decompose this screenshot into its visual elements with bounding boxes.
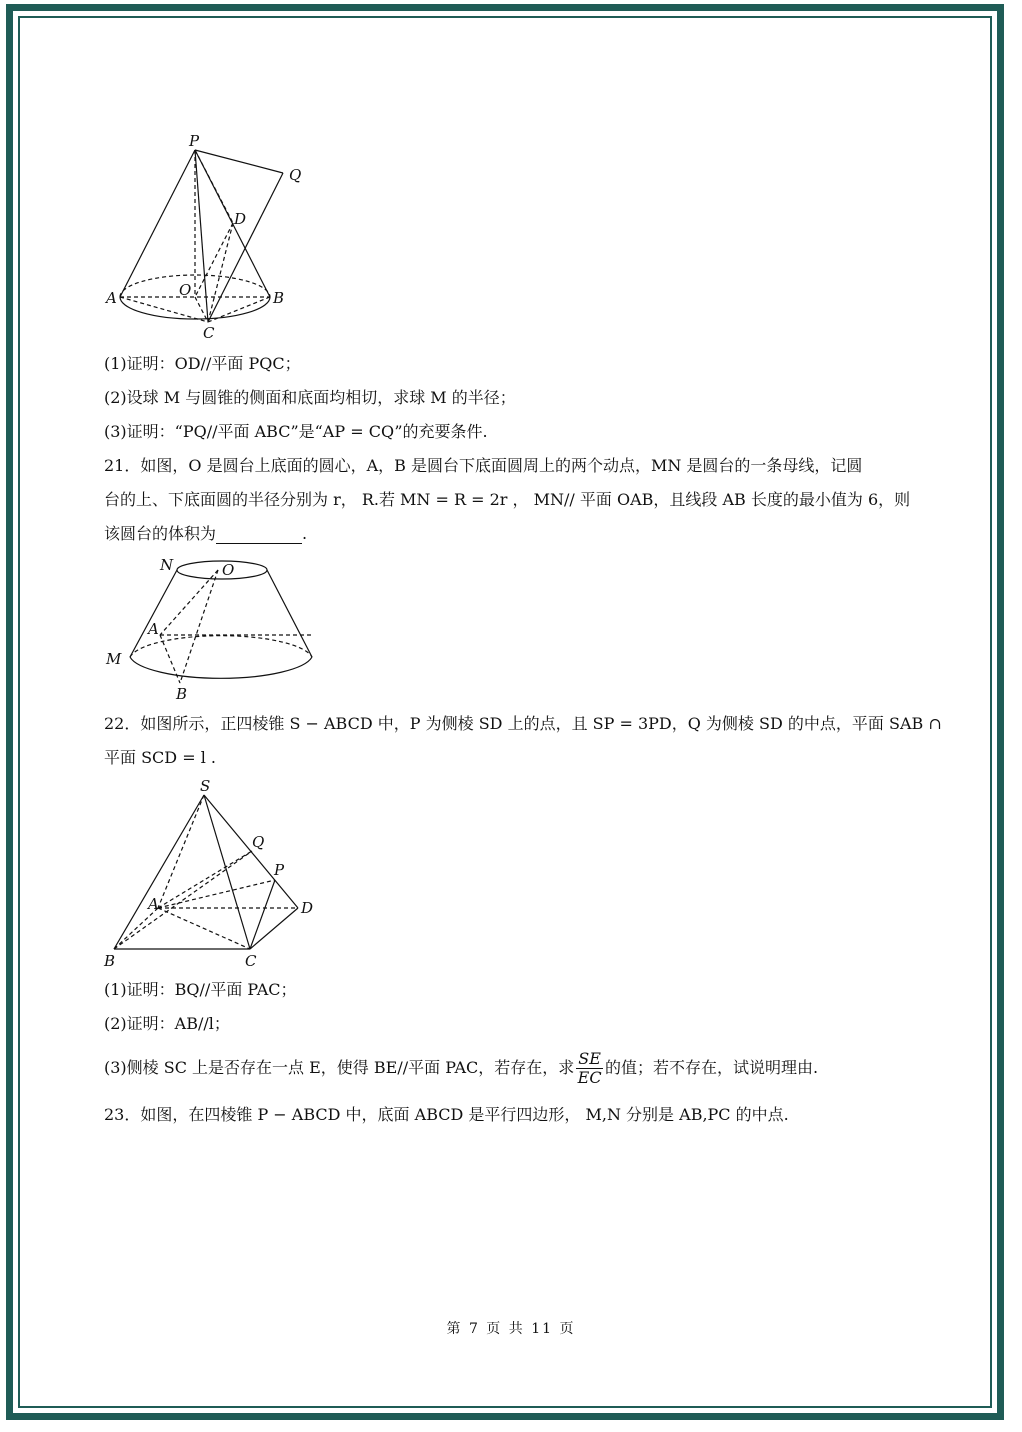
- label-C: C: [245, 952, 257, 970]
- q20-part1: (1)证明：OD//平面 PQC；: [104, 354, 301, 373]
- label-M: M: [106, 650, 122, 668]
- label-Q: Q: [252, 833, 265, 851]
- label-O: O: [179, 281, 192, 299]
- label-B: B: [176, 685, 188, 703]
- label-A: A: [148, 620, 159, 638]
- label-N: N: [160, 556, 174, 574]
- q22-line2: 平面 SCD = l .: [104, 748, 216, 767]
- label-B: B: [273, 289, 285, 307]
- answer-blank[interactable]: [216, 527, 302, 544]
- fraction-se-ec: [576, 1050, 603, 1087]
- q22-part2: (2)证明：AB//l；: [104, 1014, 230, 1033]
- label-D: D: [301, 899, 314, 917]
- label-O: O: [222, 561, 235, 579]
- figure-cone: [100, 128, 320, 348]
- q22-part3-post: 的值；若不存在，试说明理由.: [604, 1058, 819, 1077]
- q21-line2: 台的上、下底面圆的半径分别为 r， R.若 MN = R = 2r ， MN// 平面 OAB，且线段 AB 长度的最小值为 6，则: [104, 490, 911, 509]
- label-P: P: [274, 861, 285, 879]
- q20-part2: (2)设球 M 与圆锥的侧面和底面均相切，求球 M 的半径；: [104, 388, 516, 407]
- label-P: P: [189, 132, 200, 150]
- label-A: A: [148, 895, 159, 913]
- figure-pyramid: [100, 775, 330, 975]
- q21-line3: 该圆台的体积为 .: [104, 524, 308, 543]
- label-B: B: [104, 952, 116, 970]
- q22-part3: [104, 1048, 924, 1088]
- q21-line3-text: 该圆台的体积为: [104, 524, 217, 543]
- label-S: S: [200, 777, 211, 795]
- label-A: A: [106, 289, 117, 307]
- label-C: C: [203, 324, 215, 342]
- label-D: D: [234, 210, 247, 228]
- q22-part3-pre: (3)侧棱 SC 上是否存在一点 E，使得 BE//平面 PAC，若存在，求: [104, 1058, 575, 1077]
- q20-part3: (3)证明：“PQ//平面 ABC”是“AP = CQ”的充要条件.: [104, 422, 488, 441]
- label-Q: Q: [289, 166, 302, 184]
- q22-line1: 22．如图所示，正四棱锥 S − ABCD 中，P 为侧棱 SD 上的点，且 SP = 3PD，Q 为侧棱 SD 的中点，平面 SAB ∩: [104, 714, 942, 733]
- q23-line1: 23．如图，在四棱锥 P − ABCD 中，底面 ABCD 是平行四边形， M,N 分别是 AB,PC 的中点.: [104, 1105, 789, 1124]
- q21-line1: 21．如图，O 是圆台上底面的圆心，A，B 是圆台下底面圆周上的两个动点，MN 是圆台的一条母线，记圆: [104, 456, 863, 475]
- q22-part1: (1)证明：BQ//平面 PAC；: [104, 980, 297, 999]
- fraction-numerator: SE: [578, 1049, 601, 1068]
- figure-frustum: [100, 555, 330, 705]
- fraction-denominator: EC: [577, 1068, 602, 1087]
- page-footer: 第 7 页 共 11 页: [446, 1321, 576, 1337]
